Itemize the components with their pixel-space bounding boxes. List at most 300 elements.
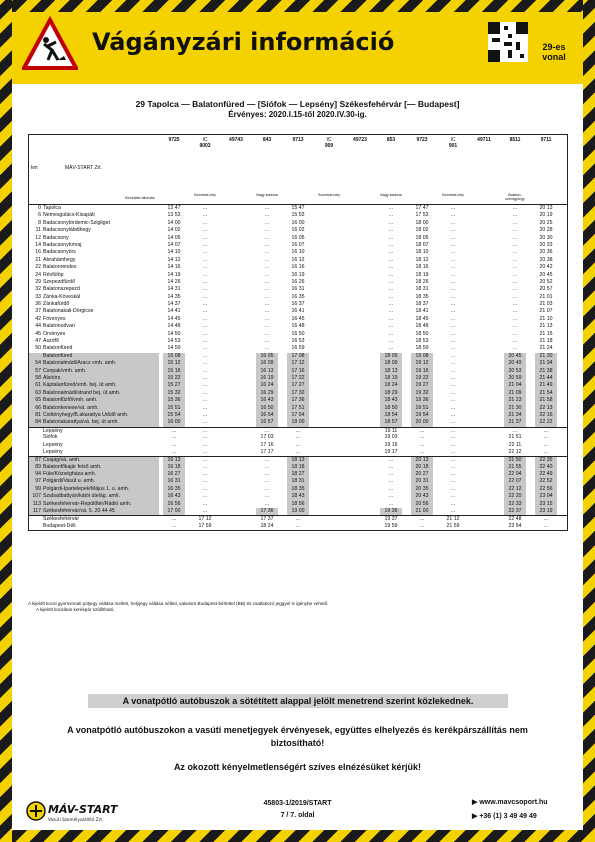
time-cell: 18 54 xyxy=(380,412,402,419)
time-cell: ... xyxy=(388,478,394,485)
time-cell: ... xyxy=(419,516,425,523)
train-destination-note: Balaton-szentgyörgy xyxy=(505,193,525,201)
time-cell: ... xyxy=(419,522,425,529)
station-name: Polgárdi/Vasút u. amh. xyxy=(43,478,96,485)
table-row xyxy=(29,345,567,352)
train-number: 9711 xyxy=(540,137,552,143)
station-name: Lepsény xyxy=(43,427,63,434)
time-cell: ... xyxy=(450,256,456,263)
time-cell: ... xyxy=(419,427,425,434)
time-cell: ... xyxy=(450,227,456,234)
time-cell: 21 23 xyxy=(504,397,526,404)
time-cell: ... xyxy=(543,448,549,455)
time-cell: 14 07 xyxy=(167,241,181,248)
time-cell: 20 45 xyxy=(504,353,526,360)
train-header-49743 xyxy=(225,137,247,143)
time-cell: ... xyxy=(295,427,301,434)
station-name: Szepezdfürdő xyxy=(43,278,76,285)
time-cell: 19 54 xyxy=(411,412,433,419)
train-header-9725 xyxy=(163,137,185,143)
time-cell: 20 33 xyxy=(539,241,553,248)
train-header-49723 xyxy=(349,137,371,143)
station-name: Badacsonytördemic-Szigliget xyxy=(43,219,110,226)
time-cell: ... xyxy=(264,271,270,278)
train-header-9003 xyxy=(194,137,216,149)
km-value: 29 xyxy=(35,278,41,285)
table-row xyxy=(29,212,567,219)
time-cell: 18 05 xyxy=(380,353,402,360)
time-cell: 21 59 xyxy=(446,522,460,529)
station-name: Aszófő xyxy=(43,338,59,345)
station-name: Balatonkenese/vá. amh. xyxy=(43,404,99,411)
time-cell: 14 59 xyxy=(167,345,181,352)
phone-number[interactable]: ▶ +36 (1) 3 49 49 49 xyxy=(472,813,537,820)
time-cell: 21 01 xyxy=(539,293,553,300)
km-value: 87 xyxy=(35,457,41,464)
station-name: Székesfehérvár xyxy=(43,516,80,523)
time-cell: 22 16 xyxy=(535,412,557,419)
time-cell: 14 48 xyxy=(167,323,181,330)
time-cell: ... xyxy=(202,471,208,478)
station-name: Révfülöp xyxy=(43,271,64,278)
time-cell: 17 53 xyxy=(415,212,429,219)
time-cell: ... xyxy=(264,323,270,330)
time-cell: 22 35 xyxy=(535,457,557,464)
time-cell: 21 37 xyxy=(504,419,526,426)
document-info xyxy=(200,798,395,822)
km-value: 81 xyxy=(35,411,41,418)
time-cell: 20 00 xyxy=(411,419,433,426)
time-cell: ... xyxy=(450,323,456,330)
km-value: 6 xyxy=(38,212,41,219)
time-cell: 16 50 xyxy=(291,330,305,337)
time-cell: ... xyxy=(450,212,456,219)
time-cell: ... xyxy=(202,448,208,455)
time-cell: 16 53 xyxy=(291,338,305,345)
departure-station-label: Kindulási állomás xyxy=(125,196,155,200)
time-cell: 16 00 xyxy=(291,219,305,226)
km-value: 57 xyxy=(35,367,41,374)
time-cell: ... xyxy=(450,205,456,211)
time-cell: ... xyxy=(512,249,518,256)
time-cell: 14 41 xyxy=(167,308,181,315)
time-cell: 19 51 xyxy=(411,405,433,412)
time-cell: 22 37 xyxy=(504,508,526,515)
time-cell: 20 25 xyxy=(539,219,553,226)
time-cell: ... xyxy=(264,219,270,226)
time-cell: ... xyxy=(295,448,301,455)
time-cell: ... xyxy=(171,434,177,441)
time-cell: ... xyxy=(264,301,270,308)
time-cell: 18 19 xyxy=(380,375,402,382)
time-cell: ... xyxy=(450,427,456,434)
hazard-stripe-bottom xyxy=(0,830,595,842)
time-cell: ... xyxy=(264,264,270,271)
time-cell: 21 10 xyxy=(539,315,553,322)
km-value: 54 xyxy=(35,360,41,367)
time-cell: 16 07 xyxy=(291,241,305,248)
time-cell: 15 08 xyxy=(163,353,185,360)
logo-subtext: Vasúti Személyszállító Zrt. xyxy=(48,817,104,822)
time-cell: 14 35 xyxy=(167,293,181,300)
station-name: Balatonakali-Dörgicse xyxy=(43,308,94,315)
time-cell: ... xyxy=(388,271,394,278)
time-cell: ... xyxy=(512,315,518,322)
time-cell: ... xyxy=(388,212,394,219)
time-cell: ... xyxy=(202,457,208,464)
table-row xyxy=(29,508,567,515)
footnote-reservation: A kijelölt kocsi gyorsvonati pótjegy váltása mellett, helyjegy váltása nélkül, valamint Budapest-bérlettel (BB) és csatlakozó jeggyel is igénybe vehető. xyxy=(28,601,329,606)
time-cell: ... xyxy=(202,427,208,434)
time-cell: 13 53 xyxy=(167,212,181,219)
table-row xyxy=(29,301,567,308)
time-cell: ... xyxy=(543,434,549,441)
time-cell: ... xyxy=(202,323,208,330)
time-cell: ... xyxy=(202,419,208,426)
time-cell: 23 54 xyxy=(508,522,522,529)
time-cell: ... xyxy=(264,278,270,285)
time-cell: 16 54 xyxy=(256,412,278,419)
time-cell: ... xyxy=(512,234,518,241)
time-cell: ... xyxy=(512,301,518,308)
km-value: 0 xyxy=(38,205,41,211)
km-value: 21 xyxy=(35,256,41,263)
time-cell: 14 31 xyxy=(167,286,181,293)
time-cell: 20 13 xyxy=(539,205,553,211)
phone-icon: ▶ xyxy=(472,813,480,820)
time-cell: ... xyxy=(264,338,270,345)
time-cell: 21 38 xyxy=(535,368,557,375)
station-name: Tapolca xyxy=(43,205,61,211)
time-cell: 14 05 xyxy=(167,234,181,241)
time-cell: ... xyxy=(450,411,456,418)
time-cell: ... xyxy=(202,338,208,345)
time-cell: 18 29 xyxy=(380,390,402,397)
time-cell: ... xyxy=(450,352,456,359)
time-cell: 16 27 xyxy=(163,471,185,478)
table-row xyxy=(29,257,567,264)
time-cell: 23 04 xyxy=(535,493,557,500)
time-cell: ... xyxy=(202,212,208,219)
table-row xyxy=(29,338,567,345)
time-cell: ... xyxy=(264,493,270,500)
table-row xyxy=(29,331,567,338)
time-cell: 18 00 xyxy=(415,219,429,226)
time-cell: ... xyxy=(419,434,425,441)
station-name: Balatonfüred xyxy=(43,352,73,359)
table-row xyxy=(29,478,567,485)
station-name: Balatonrendes xyxy=(43,264,77,271)
train-number: 9725 xyxy=(168,137,180,143)
time-cell: 19 03 xyxy=(384,434,398,441)
time-cell: ... xyxy=(202,278,208,285)
time-cell: 20 19 xyxy=(539,212,553,219)
time-cell: 16 35 xyxy=(163,486,185,493)
time-cell: ... xyxy=(295,522,301,529)
time-cell: 18 12 xyxy=(415,256,429,263)
table-row xyxy=(29,235,567,242)
time-cell: 22 40 xyxy=(535,464,557,471)
time-cell: 17 27 xyxy=(287,382,309,389)
time-cell: ... xyxy=(512,271,518,278)
time-cell: 14 00 xyxy=(167,219,181,226)
time-cell: 18 05 xyxy=(415,234,429,241)
time-cell: ... xyxy=(512,338,518,345)
time-cell: ... xyxy=(264,256,270,263)
time-cell: 16 16 xyxy=(291,264,305,271)
time-cell: 18 19 xyxy=(415,271,429,278)
time-cell: 21 09 xyxy=(504,390,526,397)
time-cell: 20 57 xyxy=(539,286,553,293)
time-cell: 21 50 xyxy=(504,457,526,464)
table-row xyxy=(29,390,567,397)
time-cell: 17 17 xyxy=(260,448,274,455)
time-cell: 18 09 xyxy=(380,360,402,367)
train-number: 8511 xyxy=(509,137,521,143)
time-cell: ... xyxy=(202,508,208,515)
time-cell: 21 03 xyxy=(539,301,553,308)
time-cell: ... xyxy=(202,249,208,256)
time-cell: 18 43 xyxy=(287,493,309,500)
km-value: 50 xyxy=(35,345,41,352)
time-cell: ... xyxy=(171,427,177,434)
station-name: Alsóörs xyxy=(43,374,61,381)
time-cell: 17 36 xyxy=(287,397,309,404)
km-value: 44 xyxy=(35,323,41,330)
station-name: Siófok xyxy=(43,434,58,441)
time-cell: 15 47 xyxy=(291,205,305,211)
station-name: Lepsény xyxy=(43,441,63,448)
time-cell: ... xyxy=(264,485,270,492)
station-name: Badacsonylábdihegy xyxy=(43,227,91,234)
train-header-909 xyxy=(318,137,340,149)
time-cell: ... xyxy=(450,478,456,485)
table-row xyxy=(29,405,567,412)
time-cell: 17 36 xyxy=(256,508,278,515)
time-cell: 19 16 xyxy=(384,441,398,448)
time-cell: 18 26 xyxy=(415,278,429,285)
time-cell: ... xyxy=(202,411,208,418)
mav-start-logo xyxy=(26,797,126,825)
time-cell: ... xyxy=(543,522,549,529)
time-cell: 22 13 xyxy=(535,405,557,412)
km-value: 99 xyxy=(35,485,41,492)
km-value: 89 xyxy=(35,463,41,470)
time-cell: ... xyxy=(202,286,208,293)
table-row xyxy=(29,375,567,382)
time-cell: ... xyxy=(512,264,518,271)
time-cell: ... xyxy=(450,264,456,271)
time-cell: ... xyxy=(543,427,549,434)
km-value: 47 xyxy=(35,338,41,345)
time-cell: ... xyxy=(450,308,456,315)
time-cell: ... xyxy=(450,293,456,300)
station-name: Ábrahámhegy xyxy=(43,256,76,263)
station-name: Káptalanfüred/vmh. bej. út amh. xyxy=(43,382,117,389)
time-cell: 17 37 xyxy=(260,516,274,523)
time-cell: ... xyxy=(388,457,394,464)
time-cell: ... xyxy=(202,241,208,248)
station-name: Balatonfüred xyxy=(43,345,73,352)
time-cell: 15 16 xyxy=(163,368,185,375)
time-cell: 16 45 xyxy=(291,315,305,322)
time-cell: ... xyxy=(450,367,456,374)
footnotes xyxy=(28,601,568,613)
time-cell: 21 30 xyxy=(504,405,526,412)
time-cell: ... xyxy=(450,382,456,389)
time-cell: ... xyxy=(264,286,270,293)
station-name: Polgárdi-Ipartelepek/Május 1. u. amh. xyxy=(43,485,130,492)
time-cell: ... xyxy=(264,457,270,464)
time-cell: 16 10 xyxy=(291,249,305,256)
time-cell: 16 05 xyxy=(256,353,278,360)
time-cell: 22 56 xyxy=(535,486,557,493)
time-cell: ... xyxy=(450,278,456,285)
table-row xyxy=(29,449,567,456)
time-cell: ... xyxy=(450,241,456,248)
time-cell: 20 43 xyxy=(411,493,433,500)
table-row xyxy=(29,382,567,389)
page-number: 7 / 7. oldal xyxy=(280,812,315,819)
time-cell: 18 57 xyxy=(380,419,402,426)
time-cell: ... xyxy=(388,338,394,345)
time-cell: 21 13 xyxy=(539,323,553,330)
time-cell: ... xyxy=(202,308,208,315)
globe-icon: ▶ xyxy=(472,799,480,806)
time-cell: 18 24 xyxy=(260,522,274,529)
time-cell: 17 51 xyxy=(287,405,309,412)
train-destination-note: Szombat-hely xyxy=(194,193,216,197)
time-cell: 16 43 xyxy=(163,493,185,500)
website-link[interactable]: ▶ www.mavcsoport.hu xyxy=(472,799,548,806)
time-cell: 20 52 xyxy=(539,278,553,285)
table-row xyxy=(29,493,567,500)
table-row xyxy=(29,368,567,375)
station-name: Csopak/vmh. amh. xyxy=(43,367,87,374)
time-cell: ... xyxy=(388,471,394,478)
time-cell: 16 19 xyxy=(256,375,278,382)
table-row xyxy=(29,515,567,522)
table-row xyxy=(29,412,567,419)
time-cell: 17 32 xyxy=(287,390,309,397)
time-cell: ... xyxy=(388,301,394,308)
time-cell: 15 32 xyxy=(163,390,185,397)
time-cell: ... xyxy=(450,389,456,396)
km-value: 58 xyxy=(35,374,41,381)
table-row xyxy=(29,464,567,471)
time-cell: ... xyxy=(202,219,208,226)
train-header-853 xyxy=(380,137,402,143)
time-cell: 21 00 xyxy=(411,508,433,515)
time-cell: 22 49 xyxy=(535,471,557,478)
operator-name: MÁV-START Zrt. xyxy=(65,165,102,171)
time-cell: ... xyxy=(388,205,394,211)
time-cell: ... xyxy=(264,234,270,241)
time-cell: 21 49 xyxy=(535,382,557,389)
time-cell: ... xyxy=(202,301,208,308)
time-cell: 17 22 xyxy=(287,375,309,382)
document-number: 45803-1/2019/START xyxy=(263,800,332,807)
time-cell: ... xyxy=(450,485,456,492)
table-row xyxy=(29,249,567,256)
time-cell: ... xyxy=(388,278,394,285)
time-cell: 17 00 xyxy=(163,508,185,515)
km-value: 14 xyxy=(35,241,41,248)
time-cell: 19 17 xyxy=(384,448,398,455)
train-header-9723 xyxy=(411,137,433,143)
time-cell: ... xyxy=(512,219,518,226)
time-cell: 19 22 xyxy=(411,375,433,382)
station-name: Badacsonytomaj xyxy=(43,241,82,248)
time-cell: 18 50 xyxy=(380,405,402,412)
train-number: 49743 xyxy=(229,137,243,143)
time-cell: 18 07 xyxy=(415,241,429,248)
km-value: 94 xyxy=(35,471,41,478)
time-cell: 18 48 xyxy=(415,323,429,330)
time-cell: ... xyxy=(388,345,394,352)
time-cell: ... xyxy=(450,249,456,256)
time-cell: ... xyxy=(202,463,208,470)
station-name: Fövenyes xyxy=(43,315,66,322)
km-value: 45 xyxy=(35,330,41,337)
time-cell: 16 41 xyxy=(291,308,305,315)
time-cell: 17 03 xyxy=(260,434,274,441)
km-value: 97 xyxy=(35,478,41,485)
train-header-9713 xyxy=(287,137,309,143)
qr-code-icon[interactable] xyxy=(488,22,528,62)
time-cell: ... xyxy=(512,205,518,211)
time-cell: ... xyxy=(419,448,425,455)
time-cell: ... xyxy=(450,448,456,455)
time-cell: ... xyxy=(202,500,208,507)
time-cell: ... xyxy=(450,463,456,470)
time-cell: ... xyxy=(419,441,425,448)
table-row xyxy=(29,242,567,249)
time-cell: 13 47 xyxy=(167,205,181,211)
time-cell: ... xyxy=(264,212,270,219)
time-cell: ... xyxy=(264,241,270,248)
time-cell: ... xyxy=(388,330,394,337)
station-name: Balatonfőkajár felső amh. xyxy=(43,463,102,470)
time-cell: ... xyxy=(450,360,456,367)
time-cell: 18 27 xyxy=(287,471,309,478)
train-number: 843 xyxy=(262,137,272,143)
time-cell: ... xyxy=(512,345,518,352)
time-cell: ... xyxy=(202,493,208,500)
time-cell: ... xyxy=(202,441,208,448)
time-cell: ... xyxy=(295,434,301,441)
time-cell: 20 28 xyxy=(539,227,553,234)
km-value: 42 xyxy=(35,315,41,322)
time-cell: 17 59 xyxy=(198,522,212,529)
page-title: Vágányzári információ xyxy=(92,28,395,56)
time-cell: ... xyxy=(264,427,270,434)
time-cell: 14 16 xyxy=(167,264,181,271)
time-cell: ... xyxy=(543,441,549,448)
time-cell: 20 18 xyxy=(411,464,433,471)
time-cell: ... xyxy=(202,315,208,322)
table-row xyxy=(29,456,567,463)
time-cell: ... xyxy=(388,241,394,248)
time-cell: ... xyxy=(202,485,208,492)
roadworks-warning-icon xyxy=(22,16,78,72)
km-value: 66 xyxy=(35,404,41,411)
time-cell: ... xyxy=(388,308,394,315)
time-cell: 17 12 xyxy=(287,360,309,367)
train-number: 909 xyxy=(324,143,334,149)
time-cell: 16 26 xyxy=(291,278,305,285)
logo-text: MÁV-START xyxy=(48,803,118,816)
